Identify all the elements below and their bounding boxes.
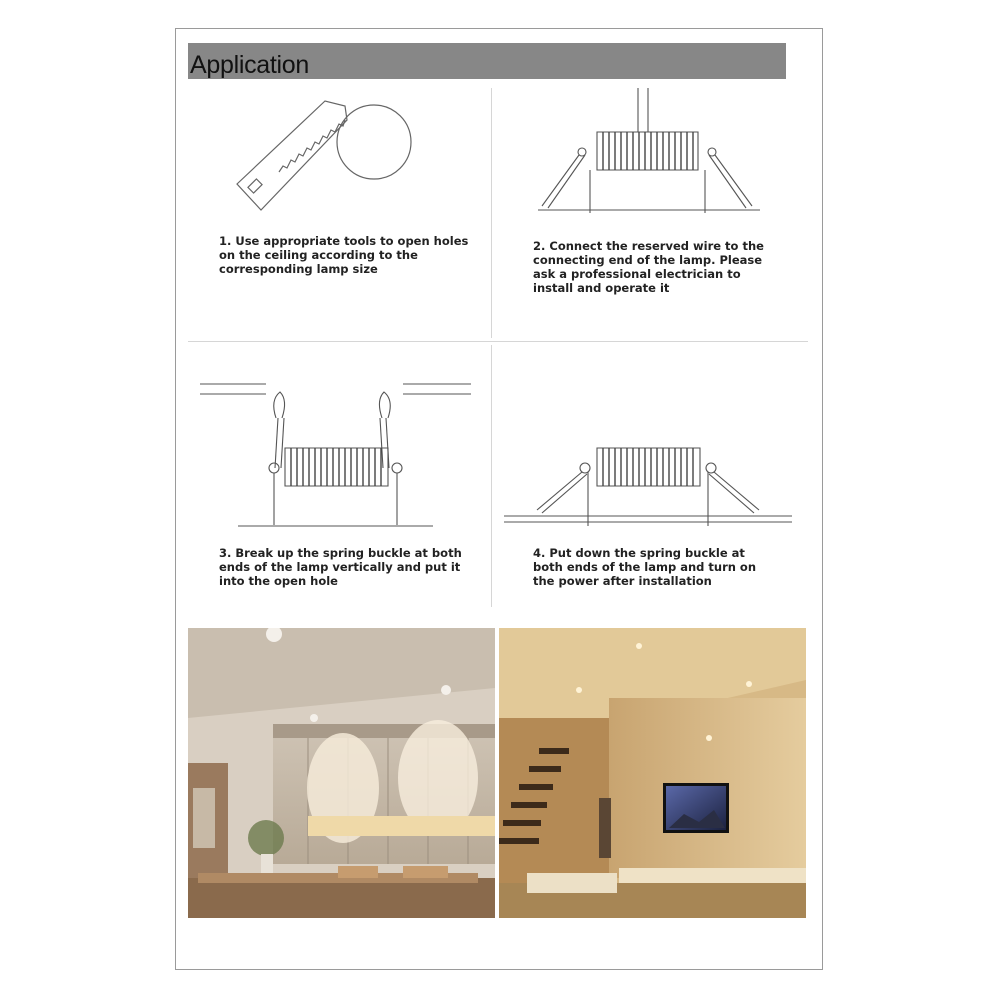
step-1-line: 1. Use appropriate tools to open holes: [219, 234, 469, 248]
living-room-photo: [499, 628, 806, 918]
step-4-line: 4. Put down the spring buckle at: [533, 546, 745, 560]
section-title: Application: [190, 51, 310, 79]
step-3-line: ends of the lamp vertically and put it: [219, 560, 461, 574]
step-4-caption: [533, 546, 756, 588]
step-1-caption: [219, 234, 468, 276]
saw-hole-illustration: [225, 88, 425, 228]
step-1-line: on the ceiling according to the: [219, 248, 418, 262]
step-1-line: corresponding lamp size: [219, 262, 378, 276]
step-2-line: connecting end of the lamp. Please: [533, 253, 763, 267]
step-3-line: into the open hole: [219, 574, 338, 588]
step-2-line: ask a professional electrician to: [533, 267, 741, 281]
step-4-line: both ends of the lamp and turn on: [533, 560, 757, 574]
section-header: [188, 43, 786, 79]
spring-buckle-down-illustration: [502, 438, 797, 533]
spring-buckle-vertical-illustration: [198, 380, 473, 530]
grid-divider-horizontal: [188, 341, 808, 342]
step-3-caption: [219, 546, 462, 588]
step-2-line: 2. Connect the reserved wire to the: [533, 239, 764, 253]
step-2-caption: [533, 239, 764, 295]
grid-divider-vertical-top: [491, 88, 492, 338]
step-4-line: the power after installation: [533, 574, 712, 588]
grid-divider-vertical-bottom: [491, 345, 492, 607]
step-2-line: install and operate it: [533, 281, 670, 295]
lamp-wiring-illustration: [530, 88, 765, 223]
kitchen-dining-photo: [188, 628, 495, 918]
step-3-line: 3. Break up the spring buckle at both: [219, 546, 462, 560]
